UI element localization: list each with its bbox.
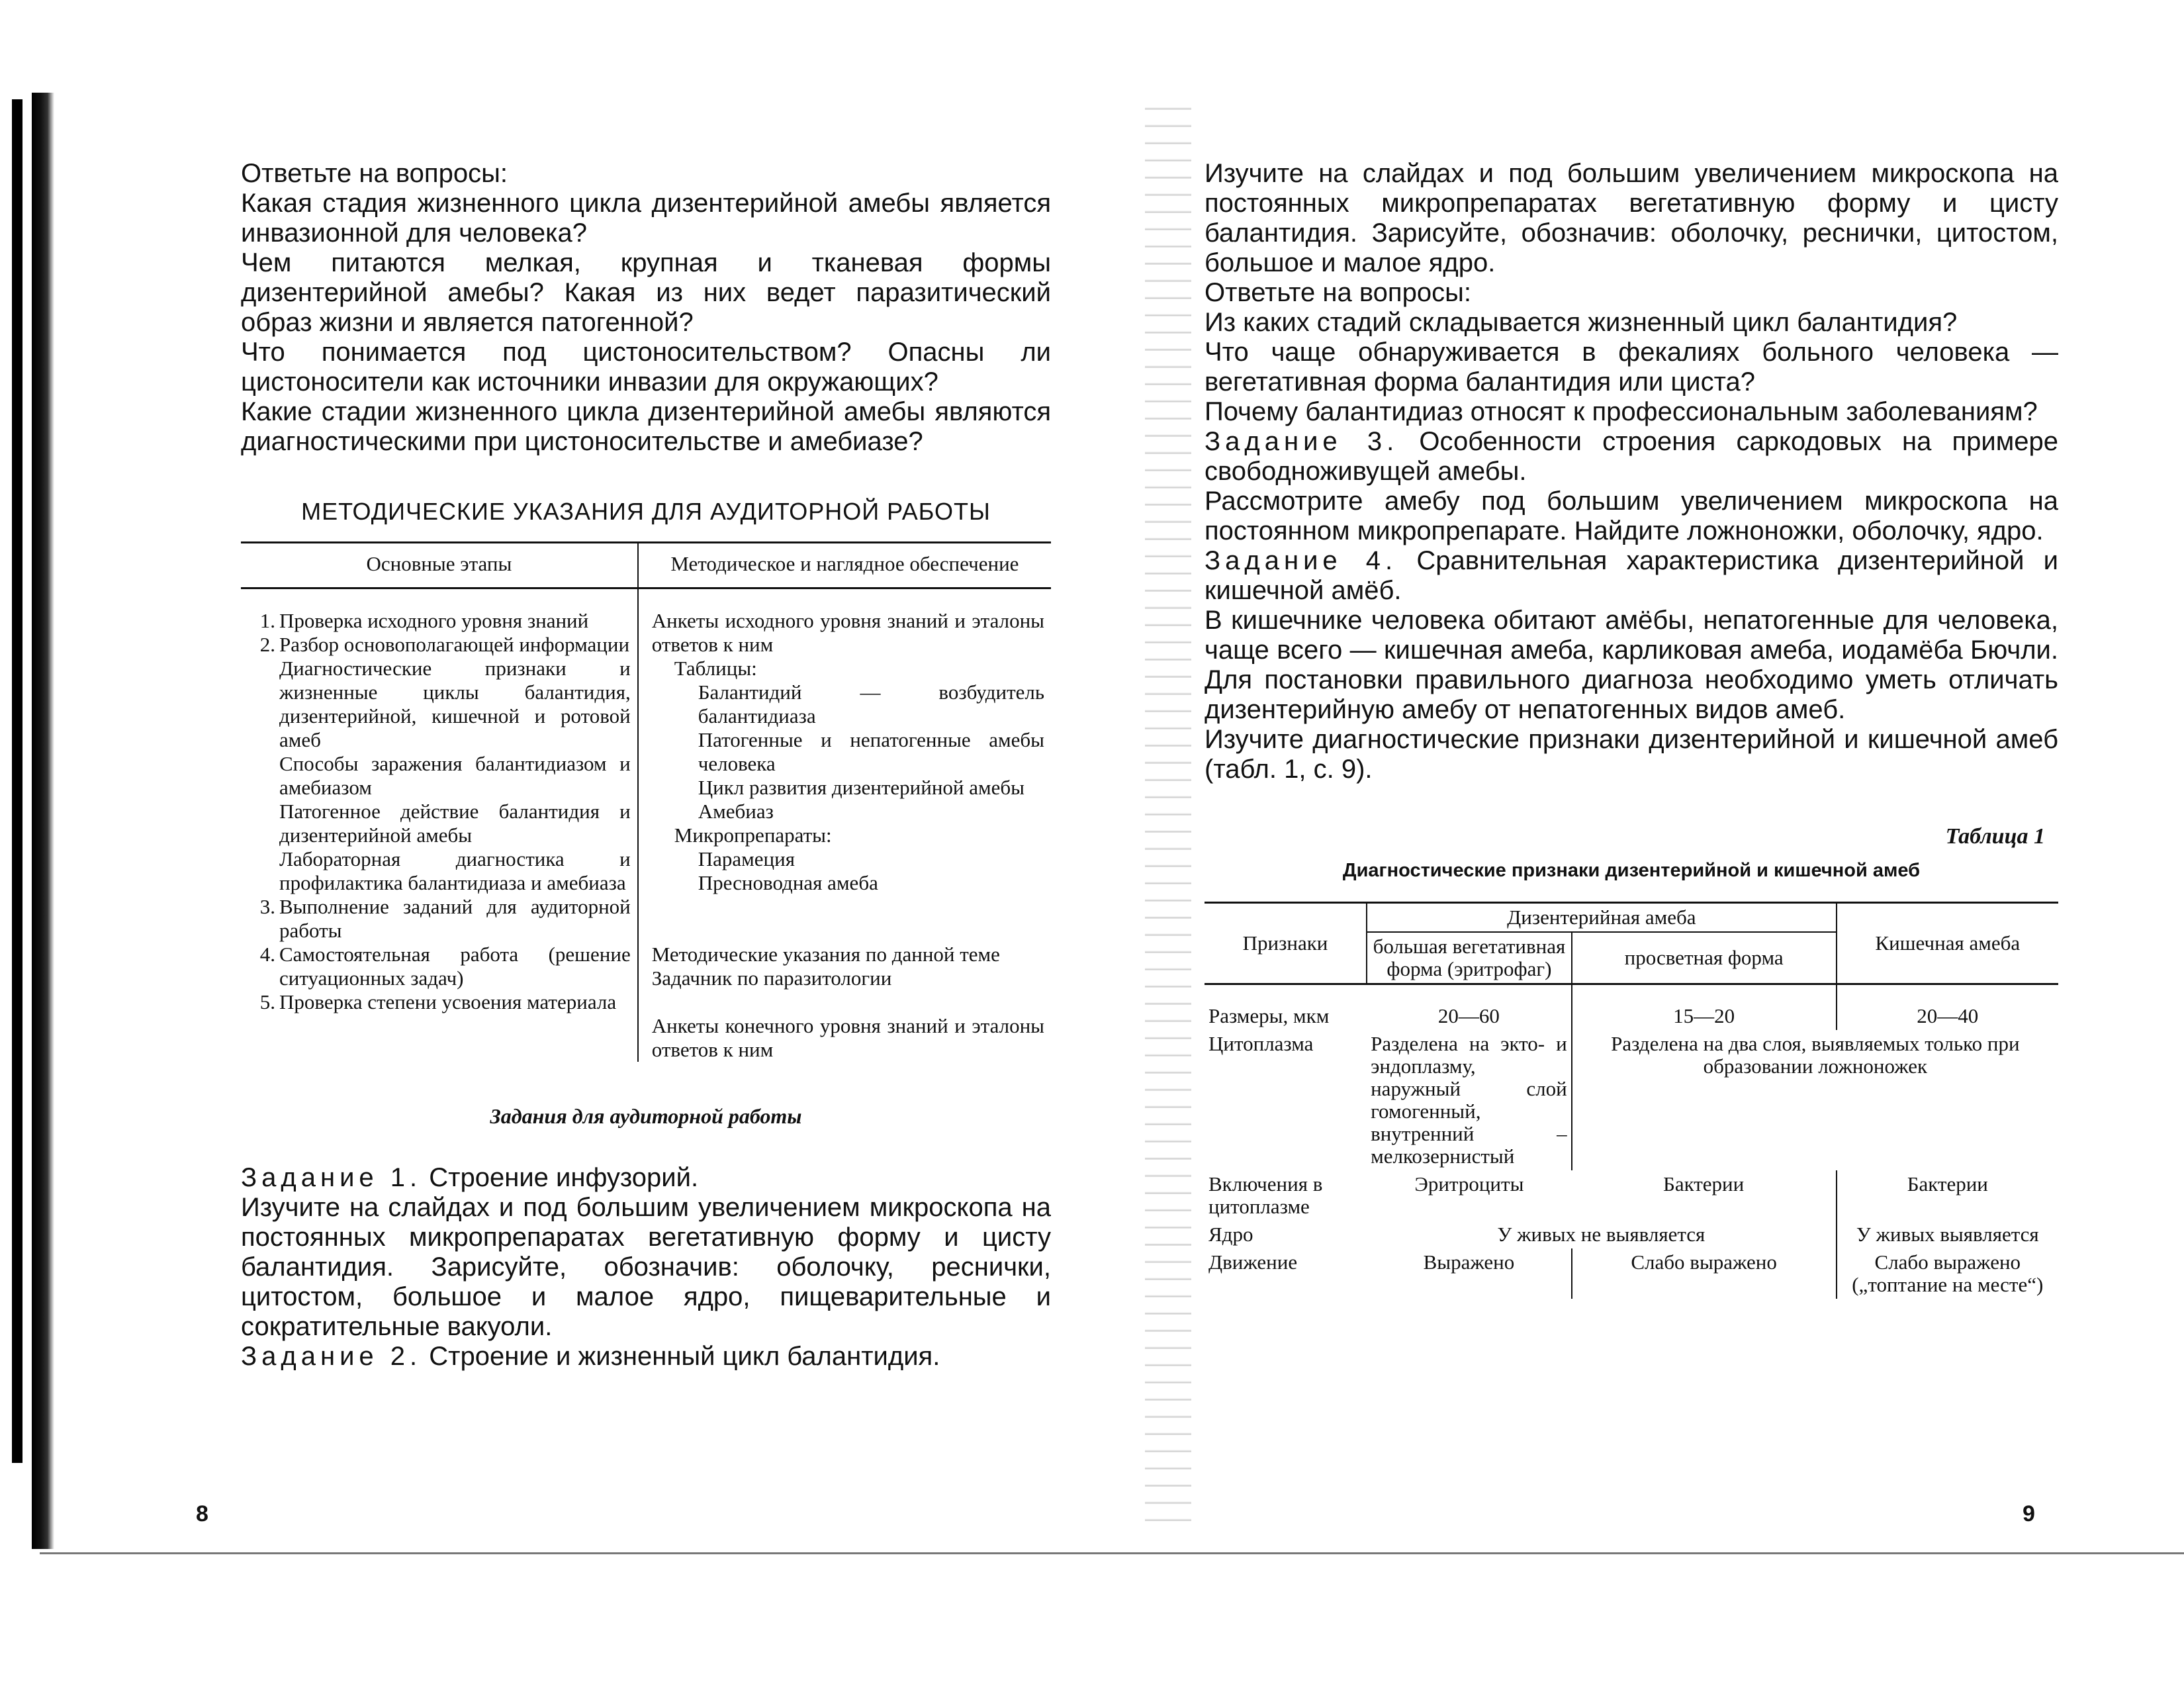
support-8: Парамеция <box>698 847 795 870</box>
methodical-heading: МЕТОДИЧЕСКИЕ УКАЗАНИЯ ДЛЯ АУДИТОРНОЙ РАБОТЫ <box>301 498 991 525</box>
step-2-sub-2: Способы заражения балантидиазом и амебиазом <box>279 752 631 799</box>
col-big-form: большая вегетативная форма (эритрофаг) <box>1367 932 1572 984</box>
task-3-text: Особенности строения саркодовых на примере свободноживущей амебы. <box>1205 427 2058 486</box>
col-header-support: Методическое и наглядное обеспечение <box>638 543 1051 588</box>
task-3-label: Задание 3. <box>1205 427 1399 456</box>
step-5: 5. Проверка степени усвоения материала <box>259 990 617 1013</box>
task-2-label: Задание 2. <box>241 1342 422 1371</box>
question-1: Какая стадия жизненного цикла дизентерийной амебы является инвазионной для человека? <box>241 189 1051 248</box>
step-2-sub-1: Диагностические признаки и жизненные циклы балантидия, дизентерийной, кишечной и ротовой амеб <box>279 657 631 751</box>
support-5: Цикл развития дизентерийной амебы <box>698 776 1024 799</box>
page-bottom-edge <box>40 1552 2184 1554</box>
support-3: Балантидий — возбудитель балантидиаза <box>698 680 1044 727</box>
question-4: Какие стадии жизненного цикла дизентерийной амебы являются диагностическими при цистоносительстве и амебиазе? <box>241 397 1051 456</box>
col-dysentery: Дизентерийная амеба <box>1367 903 1836 933</box>
right-para-5: Почему балантидиаз относят к профессиональным заболеваниям? <box>1205 397 2038 426</box>
step-4: 4. Самостоятельная работа (решение ситуационных задач) <box>259 943 631 990</box>
task-1-title: Строение инфузорий. <box>429 1163 699 1192</box>
task-1-label: Задание 1. <box>241 1163 422 1192</box>
support-6: Амебиаз <box>698 800 774 823</box>
support-12: Анкеты конечного уровня знаний и эталоны ответов к ним <box>651 1014 1044 1061</box>
page-number-right: 9 <box>2023 1501 2035 1526</box>
support-11: Задачник по паразитологии <box>651 966 892 990</box>
support-4: Патогенные и непатогенные амебы человека <box>698 728 1044 775</box>
right-para-8: Изучите диагностические признаки дизентерийной и кишечной амеб (табл. 1, с. 9). <box>1205 725 2058 784</box>
step-3: 3. Выполнение заданий для аудиторной работы <box>259 895 631 942</box>
col-header-stages: Основные этапы <box>241 543 638 588</box>
support-9: Пресноводная амеба <box>698 871 878 894</box>
right-para-1: Изучите на слайдах и под большим увеличением микроскопа на постоянных микропрепаратах вегетативную форму и цисту балантидия. Зарисуйте, обозначив: оболочку, реснички, цитостом, большое и малое ядро. <box>1205 159 2058 277</box>
stages-cell <box>241 588 638 1062</box>
support-2: Таблицы: <box>674 657 757 680</box>
page-number-left: 8 <box>196 1501 208 1526</box>
support-7: Микропрепараты: <box>674 823 832 847</box>
question-3: Что понимается под цистоносительством? Опасны ли цистоносители как источники инвазии для окружающих? <box>241 338 1051 397</box>
gutter-noise <box>1145 93 1191 1536</box>
support-1: Анкеты исходного уровня знаний и эталоны ответов к ним <box>651 609 1044 656</box>
methodical-table <box>241 541 1051 1062</box>
row-nucleus: Ядро У живых не выявляется У живых выявляется <box>1205 1221 2058 1248</box>
binding-edge <box>32 93 54 1549</box>
task-2-heading <box>241 1342 1051 1372</box>
step-2-sub-3: Патогенное действие балантидия и дизентерийной амебы <box>279 800 631 847</box>
right-para-3: Из каких стадий складывается жизненный цикл балантидия? <box>1205 308 1958 337</box>
support-cell <box>638 588 1051 1062</box>
task-4-text: Сравнительная характеристика дизентерийной и кишечной амёб. <box>1205 546 2058 605</box>
task-3 <box>1205 427 2058 487</box>
col-intestinal: Кишечная амеба <box>1837 903 2058 984</box>
right-para-4: Что чаще обнаруживается в фекалиях больного человека — вегетативная форма балантидия или циста? <box>1205 338 2058 397</box>
step-2-sub-4: Лабораторная диагностика и профилактика балантидиаза и амебиаза <box>279 847 631 894</box>
task-4-label: Задание 4. <box>1205 546 1398 575</box>
tasks-heading: Задания для аудиторной работы <box>490 1104 802 1128</box>
right-para-2: Ответьте на вопросы: <box>1205 278 1471 307</box>
task-1-heading <box>241 1163 1051 1193</box>
task-4 <box>1205 546 2058 606</box>
right-para-7: В кишечнике человека обитают амёбы, непатогенные для человека, чаще всего — кишечная амеба, карликовая амеба, иодамёба Бючли. Для постановки правильного диагноза необходимо уметь отличать дизентерийную амебу от непатогенных видов амеб. <box>1205 606 2058 724</box>
table-caption: Таблица 1 <box>1945 824 2045 849</box>
left-page <box>241 159 1051 1372</box>
right-page <box>1205 159 2058 1299</box>
questions-intro: Ответьте на вопросы: <box>241 159 508 188</box>
question-2: Чем питаются мелкая, крупная и тканевая формы дизентерийной амебы? Какая из них ведет паразитический образ жизни и является патогенной? <box>241 248 1051 337</box>
task-1-text: Изучите на слайдах и под большим увеличением микроскопа на постоянных микропрепаратах вегетативную форму и цисту балантидия. Зарисуйте, обозначив: оболочку, реснички, цитостом, большое и малое ядро, пищеварительные и сократительные вакуоли. <box>241 1193 1051 1341</box>
row-size: Размеры, мкм 20—60 15—20 20—40 <box>1205 984 2058 1031</box>
col-luminal-form: просветная форма <box>1572 932 1837 984</box>
task-2-title: Строение и жизненный цикл балантидия. <box>429 1342 940 1371</box>
row-inclusions: Включения в цитоплазме Эритроциты Бактерии Бактерии <box>1205 1170 2058 1221</box>
col-signs: Признаки <box>1205 903 1367 984</box>
row-movement: Движение Выражено Слабо выражено Слабо выражено („топтание на месте“) <box>1205 1248 2058 1299</box>
step-2: 2. Разбор основополагающей информации <box>259 633 630 656</box>
diagnostic-table <box>1205 902 2058 1299</box>
right-para-6: Рассмотрите амебу под большим увеличением микроскопа на постоянном микропрепарате. Найдите ложноножки, оболочку, ядро. <box>1205 487 2058 545</box>
row-cytoplasm: Цитоплазма Разделена на экто- и эндоплазму, наружный слой гомогенный, внутренний – мелкозернистый Разделена на два слоя, выявляемых только при образовании ложноножек <box>1205 1030 2058 1170</box>
support-10: Методические указания по данной теме <box>651 943 1000 966</box>
table-title: Диагностические признаки дизентерийной и кишечной амеб <box>1342 860 1921 881</box>
binding-shadow <box>12 99 23 1463</box>
step-1: 1. Проверка исходного уровня знаний <box>259 609 589 632</box>
